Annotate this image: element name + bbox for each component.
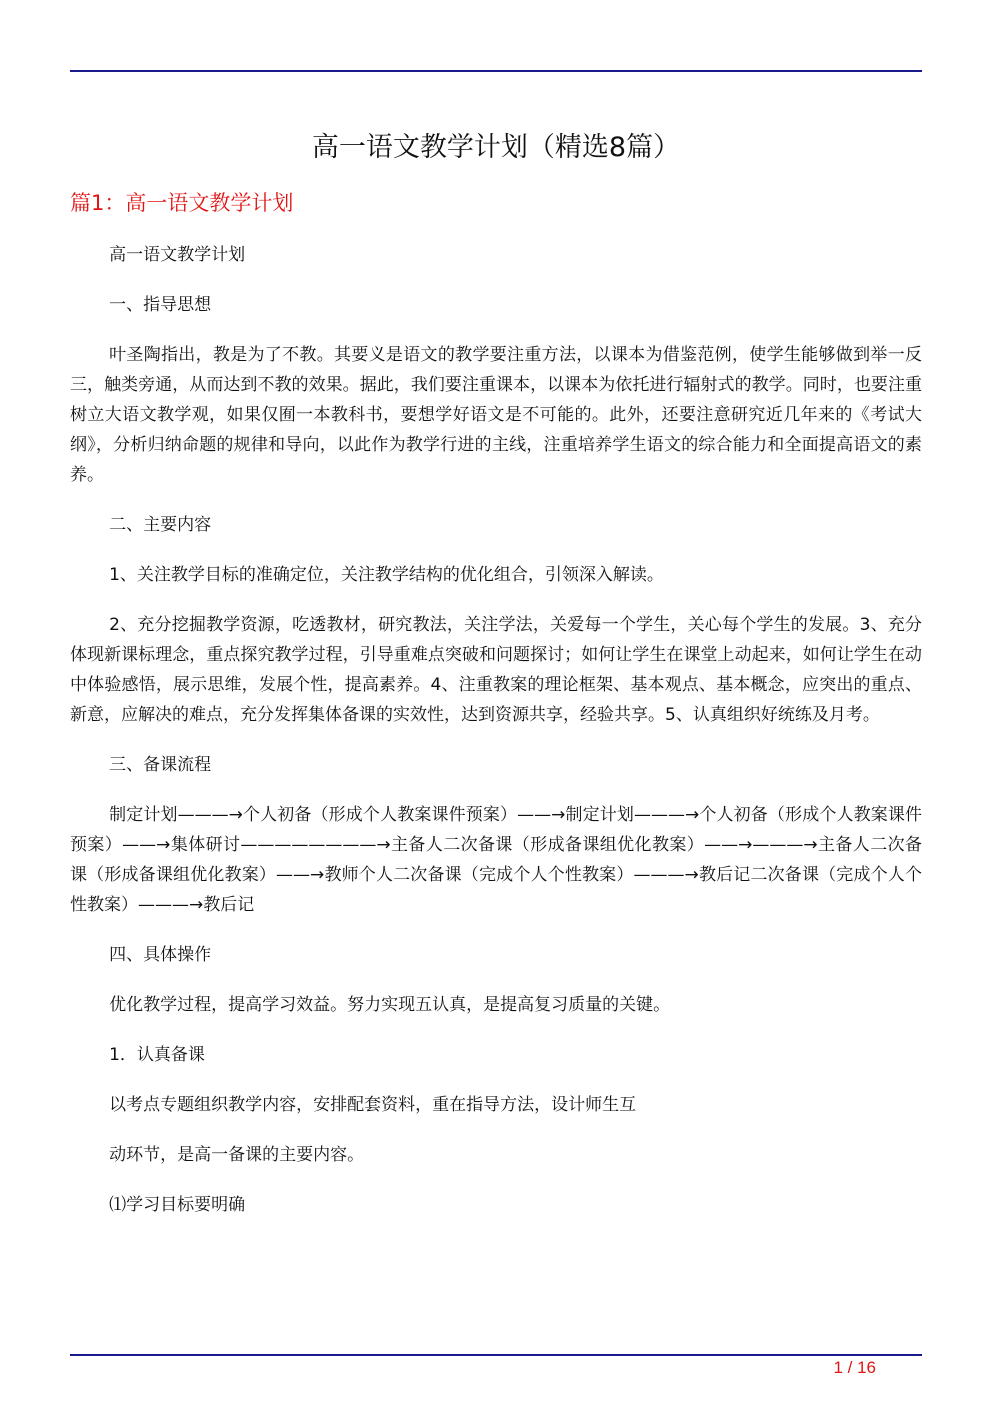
heading-main-content: 二、主要内容 [109, 515, 212, 535]
paragraph-prep-content-2: 动环节，是高一备课的主要内容。 [109, 1145, 365, 1165]
paragraph-guiding-ideology: 叶圣陶指出，教是为了不教。其要义是语文的教学要注重方法，以课本为借鉴范例，使学生能够做到举一反三，触类旁通，从而达到不教的效果。据此，我们要注重课本，以课本为依托进行辐射式的教学。同时，也要注重树立大语文教学观，如果仅囿一本教科书，要想学好语文是不可能的。此外，还要注意研究近几年来的《考试大纲》，分析归纳命题的规律和导向，以此作为教学行进的主线，注重培养学生语文的综合能力和全面提高语文的素养。 [70, 345, 922, 485]
paragraph-lesson-prep-flow: 制定计划———→个人初备（形成个人教案课件预案）——→制定计划———→个人初备（形成个人教案课件预案）——→集体研讨————————→主备人二次备课（形成备课组优化教案）——→———→主备人二次备课（形成备课组优化教案）——→教师个人二次备课（完成个人个性教案）———→教后记二次备课（完成个人个性教案）———→教后记 [70, 805, 922, 915]
paragraph-content-items-2-5: 2、充分挖掘教学资源，吃透教材，研究教法，关注学法，关爱每一个学生，关心每个学生的发展。3、充分体现新课标理念，重点探究教学过程，引导重难点突破和问题探讨；如何让学生在课堂上动起来，如何让学生在动中体验感悟，展示思维，发展个性，提高素养。4、注重教案的理论框架、基本观点、基本概念，应突出的重点、新意，应解决的难点，充分发挥集体备课的实效性，达到资源共享，经验共享。5、认真组织好统练及月考。 [70, 615, 922, 725]
paragraph-optimize-teaching: 优化教学过程，提高学习效益。努力实现五认真，是提高复习质量的关键。 [109, 995, 671, 1015]
document-body [70, 240, 922, 1240]
paragraph-content-item-1: 1、关注教学目标的准确定位，关注教学结构的优化组合，引领深入解读。 [109, 565, 664, 585]
paragraph-prep-content-1: 以考点专题组织教学内容，安排配套资料，重在指导方法，设计师生互 [109, 1095, 637, 1115]
page-indicator: 1 / 16 [833, 1358, 876, 1377]
heading-guiding-ideology: 一、指导思想 [109, 295, 212, 315]
heading-lesson-prep-flow: 三、备课流程 [109, 755, 212, 775]
paragraph-learning-goals: ⑴学习目标要明确 [109, 1195, 246, 1215]
section-title: 篇1：高一语文教学计划 [70, 191, 294, 215]
heading-careful-prep: 1．认真备课 [109, 1045, 205, 1065]
document-title: 高一语文教学计划（精选8篇） [311, 132, 681, 163]
paragraph-subtitle: 高一语文教学计划 [109, 245, 246, 265]
header-rule [70, 70, 922, 72]
heading-specific-operation: 四、具体操作 [109, 945, 212, 965]
